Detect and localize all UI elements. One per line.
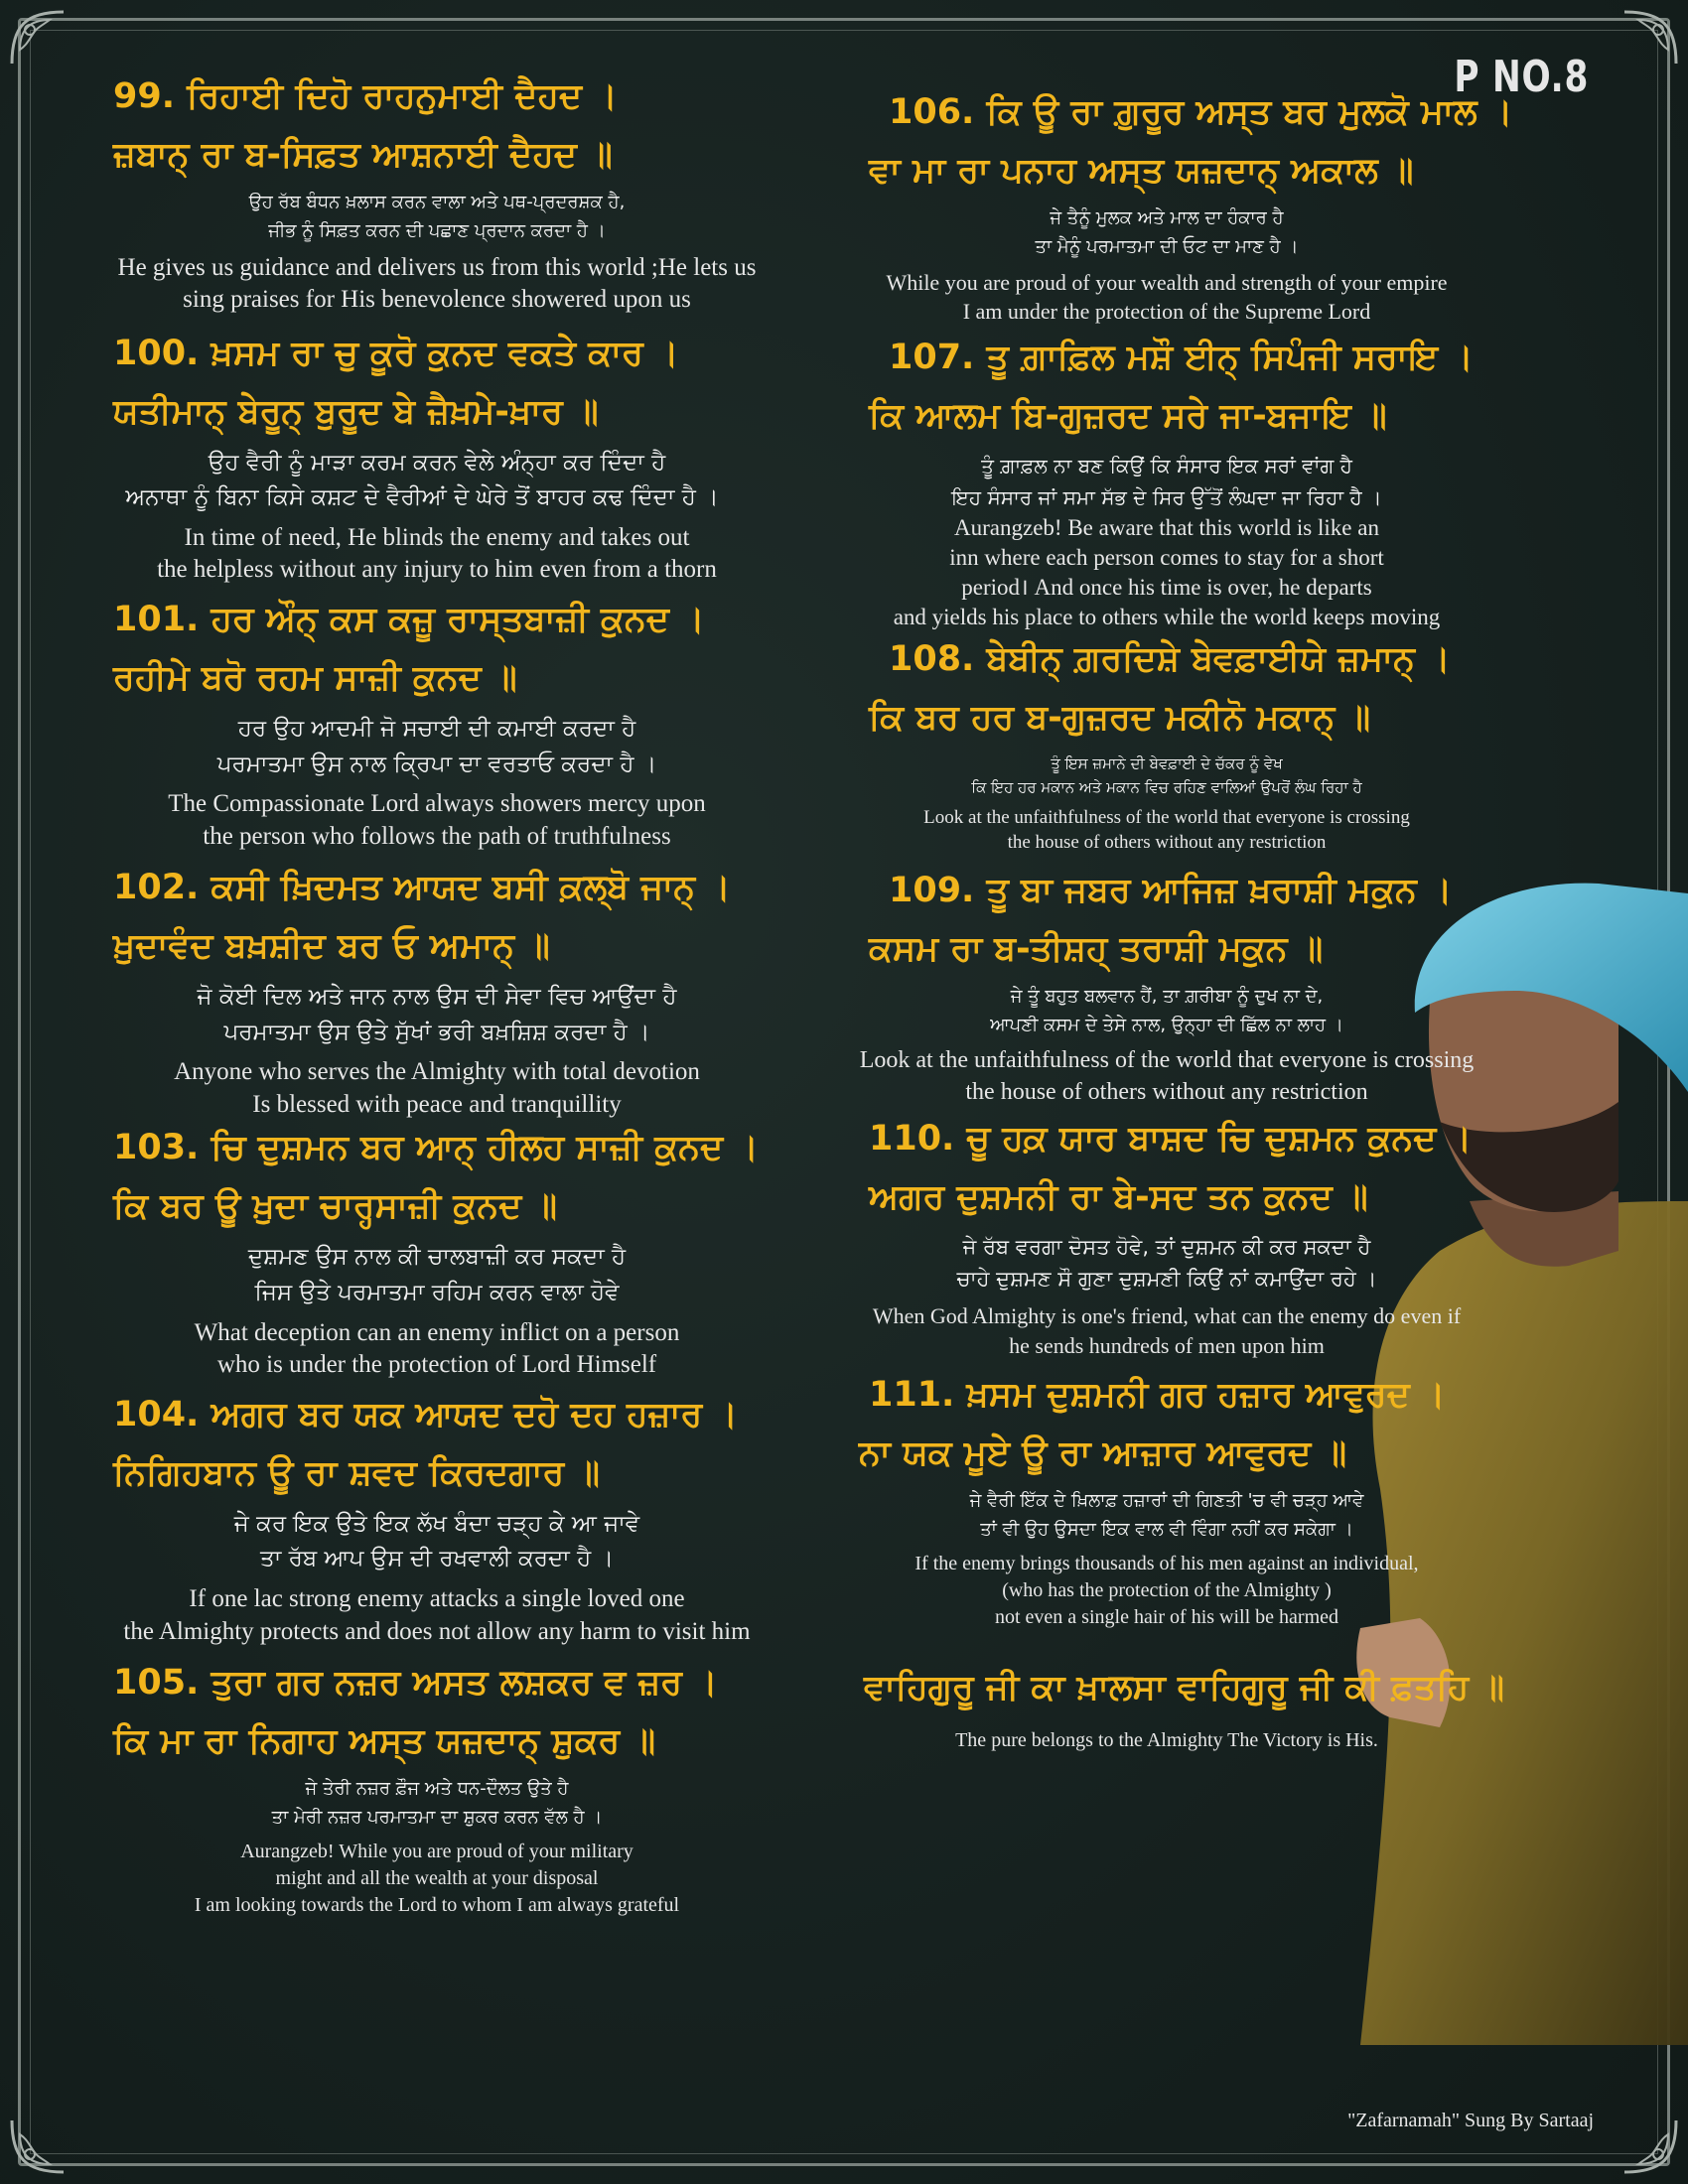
closing-english: The pure belongs to the Almighty The Victory is His. xyxy=(955,1728,1378,1751)
punjabi-translation: ਉਹ ਵੈਰੀ ਨੂੰ ਮਾੜਾ ਕਰਮ ਕਰਨ ਵੇਲੇ ਅੰਨ੍ਹਾ ਕਰ ਦਿੰਦਾ ਹੈ ਅਨਾਥਾ ਨੂੰ ਬਿਨਾ ਕਿਸੇ ਕਸ਼ਟ ਦੇ ਵੈਰੀਆਂ ਦੇ ਘੇਰੇ ਤੋਂ ਬਾਹਰ ਕਢ ਦਿੰਦਾ ਹੈ । xyxy=(125,449,719,511)
verse-line-2: ਕਸਮ ਰਾ ਬ-ਤੀਸ਼ਹ੍ ਤਰਾਸ਼ੀ ਮਕੁਨ ॥ xyxy=(869,928,1324,969)
punjabi-translation: ਜੇ ਕਰ ਇਕ ਉਤੇ ਇਕ ਲੱਖ ਬੰਦਾ ਚੜ੍ਹ ਕੇ ਆ ਜਾਵੇ ਤਾ ਰੱਬ ਆਪ ਉਸ ਦੀ ਰਖਵਾਲੀ ਕਰਦਾ ਹੈ । xyxy=(233,1510,640,1572)
verse-99 xyxy=(40,76,834,317)
corner-ornament-icon xyxy=(6,2115,70,2178)
verse-line-1: 104. ਅਗਰ ਬਰ ਯਕ ਆਯਦ ਦਹੋ ਦਹ ਹਜ਼ਾਰ । xyxy=(113,1394,738,1434)
verse-102 xyxy=(40,868,834,1121)
verse-100 xyxy=(40,333,834,587)
english-translation: He gives us guidance and delivers us from this world ;He lets us sing praises for His benevolence showered upon us xyxy=(117,253,757,314)
english-translation: If the enemy brings thousands of his men against an individual, (who has the protection of the Almighty ) not even a single hair of his will be harmed xyxy=(914,1552,1419,1628)
punjabi-translation: ਦੁਸ਼ਮਣ ਉਸ ਨਾਲ ਕੀ ਚਾਲਬਾਜ਼ੀ ਕਰ ਸਕਦਾ ਹੈ ਜਿਸ ਉਤੇ ਪਰਮਾਤਮਾ ਰਹਿਮ ਕਰਨ ਵਾਲਾ ਹੋਵੇ xyxy=(247,1244,627,1306)
verse-line-2: ਕਿ ਮਾ ਰਾ ਨਿਗਾਹ ਅਸ੍ਤ ਯਜ਼ਦਾਨ੍ ਸ਼ੁਕਰ ॥ xyxy=(113,1721,656,1761)
verse-line-2: ਜ਼ਬਾਨ੍ ਰਾ ਬ-ਸਿਫ਼ਤ ਆਸ਼ਨਾਈ ਦੈਹਦ ॥ xyxy=(113,135,613,175)
verse-line-1: 100. ਖ਼ਸਮ ਰਾ ਚੁ ਕੂਰੋ ਕੁਨਦ ਵਕਤੇ ਕਾਰ । xyxy=(113,333,679,373)
english-translation: The Compassionate Lord always showers mercy upon the person who follows the path of truthfulness xyxy=(168,790,706,850)
english-translation: In time of need, He blinds the enemy and takes out the helpless without any injury to him even from a thorn xyxy=(157,523,717,584)
english-translation: What deception can an enemy inflict on a person who is under the protection of Lord Himself xyxy=(194,1318,680,1379)
verse-line-2: ਨਾ ਯਕ ਮੂਏ ਊ ਰਾ ਆਜ਼ਾਰ ਆਵੁਰਦ ॥ xyxy=(859,1433,1347,1474)
english-translation: Aurangzeb! While you are proud of your military might and all the wealth at your disposal I am looking towards the Lord to whom I am always grateful xyxy=(194,1840,680,1916)
right-column xyxy=(784,92,1549,1754)
punjabi-translation: ਤੂੰ ਗ਼ਾਫ਼ਲ ਨਾ ਬਣ ਕਿਉਂ ਕਿ ਸੰਸਾਰ ਇਕ ਸਰਾਂ ਵਾਂਗ ਹੈ ਇਹ ਸੰਸਾਰ ਜਾਂ ਸਮਾ ਸੱਭ ਦੇ ਸਿਰ ਉੱਤੋਂ ਲੰਘਦਾ ਜਾ ਰਿਹਾ ਹੈ । xyxy=(951,453,1382,509)
closing-salutation xyxy=(784,1667,1549,1754)
punjabi-translation: ਜੇ ਤੈਨੂੰ ਮੁਲਕ ਅਤੇ ਮਾਲ ਦਾ ਹੰਕਾਰ ਹੈ ਤਾ ਮੈਨੂੰ ਪਰਮਾਤਮਾ ਦੀ ਓਟ ਦਾ ਮਾਣ ਹੈ । xyxy=(1035,207,1299,257)
verse-line-2: ਖ਼ੁਦਾਵੰਦ ਬਖ਼ਸ਼ੀਦ ਬਰ ਓ ਅਮਾਨ੍ ॥ xyxy=(113,926,550,967)
closing-line: ਵਾਹਿਗੁਰੂ ਜੀ ਕਾ ਖ਼ਾਲਸਾ ਵਾਹਿਗੁਰੂ ਜੀ ਕੀ ਫ਼ਤਹਿ ॥ xyxy=(864,1667,1504,1707)
verse-line-2: ਯਤੀਮਾਨ੍ ਬੇਰੂਨ੍ ਬੁਰੂਦ ਬੇ ਜ਼ੈਖ਼ਮੇ-ਖ਼ਾਰ ॥ xyxy=(113,391,599,432)
verse-line-2: ਵਾ ਮਾ ਰਾ ਪਨਾਹ ਅਸ੍ਤ ਯਜ਼ਦਾਨ੍ ਅਕਾਲ ॥ xyxy=(869,151,1414,191)
verse-line-1: 99. ਰਿਹਾਈ ਦਿਹੋ ਰਾਹਨੁਮਾਈ ਦੈਹਦ । xyxy=(113,76,618,116)
punjabi-translation: ਉਹ ਰੱਬ ਬੰਧਨ ਖ਼ਲਾਸ ਕਰਨ ਵਾਲਾ ਅਤੇ ਪਥ-ਪ੍ਰਦਰਸ਼ਕ ਹੈ, ਜੀਭ ਨੂੰ ਸਿਫ਼ਤ ਕਰਨ ਦੀ ਪਛਾਣ ਪ੍ਰਦਾਨ ਕਰਦਾ ਹੈ । xyxy=(248,192,626,241)
verse-line-1: 103. ਚਿ ਦੁਸ਼ਮਨ ਬਰ ਆਨ੍ ਹੀਲਹ ਸਾਜ਼ੀ ਕੁਨਦ । xyxy=(113,1128,759,1168)
page-number: P NO.8 xyxy=(1454,52,1589,102)
punjabi-translation: ਜੇ ਰੱਬ ਵਰਗਾ ਦੋਸਤ ਹੋਵੇ, ਤਾਂ ਦੁਸ਼ਮਨ ਕੀ ਕਰ ਸਕਦਾ ਹੈ ਚਾਹੇ ਦੁਸ਼ਮਣ ਸੌ ਗੁਣਾ ਦੁਸ਼ਮਣੀ ਕਿਉਂ ਨਾਂ ਕਮਾਉਂਦਾ ਰਹੇ । xyxy=(956,1234,1377,1292)
english-translation: Anyone who serves the Almighty with total devotion Is blessed with peace and tranquillity xyxy=(174,1058,700,1118)
english-translation: When God Almighty is one's friend, what can the enemy do even if he sends hundreds of men upon him xyxy=(872,1302,1462,1358)
punjabi-translation: ਜੇ ਤੂੰ ਬਹੁਤ ਬਲਵਾਨ ਹੈਂ, ਤਾ ਗ਼ਰੀਬਾ ਨੂੰ ਦੁਖ ਨਾ ਦੇ, ਆਪਣੀ ਕਸਮ ਦੇ ਤੇਸੇ ਨਾਲ, ਉਨ੍ਹਾ ਦੀ ਛਿੱਲ ਨਾ ਲਾਹ । xyxy=(990,985,1343,1035)
verse-110 xyxy=(784,1118,1549,1360)
song-credit: "Zafarnamah" Sung By Sartaaj xyxy=(1347,2110,1594,2131)
verse-line-1: 107. ਤੂ ਗ਼ਾਫ਼ਿਲ ਮਸ਼ੌ ਈਨ੍ ਸਿਪੰਜੀ ਸਰਾਇ । xyxy=(889,337,1474,377)
punjabi-translation: ਤੂੰ ਇਸ ਜ਼ਮਾਨੇ ਦੀ ਬੇਵਫ਼ਾਈ ਦੇ ਚੱਕਰ ਨੂੰ ਵੇਖ ਕਿ ਇਹ ਹਰ ਮਕਾਨ ਅਤੇ ਮਕਾਨ ਵਿਚ ਰਹਿਣ ਵਾਲਿਆਂ ਉਪਰੋਂ ਲੰਘ ਰਿਹਾ ਹੈ xyxy=(971,753,1362,796)
verse-line-1: 106. ਕਿ ਊ ਰਾ ਗ਼ੁਰੂਰ ਅਸ੍ਤ ਬਰ ਮੁਲਕੋ ਮਾਲ । xyxy=(889,92,1513,132)
punjabi-translation: ਜੇ ਤੇਰੀ ਨਜ਼ਰ ਫ਼ੌਜ ਅਤੇ ਧਨ-ਦੌਲਤ ਉਤੇ ਹੈ ਤਾ ਮੇਰੀ ਨਜ਼ਰ ਪਰਮਾਤਮਾ ਦਾ ਸ਼ੁਕਰ ਕਰਨ ਵੱਲ ਹੈ । xyxy=(271,1778,603,1828)
verse-line-1: 108. ਬੇਬੀਨ੍ ਗ਼ਰਦਿਸ਼ੇ ਬੇਵਫ਼ਾਈਯੇ ਜ਼ਮਾਨ੍ । xyxy=(889,638,1451,679)
verse-101 xyxy=(40,599,834,853)
punjabi-translation: ਜੋ ਕੋਈ ਦਿਲ ਅਤੇ ਜਾਨ ਨਾਲ ਉਸ ਦੀ ਸੇਵਾ ਵਿਚ ਆਉਂਦਾ ਹੈ ਪਰਮਾਤਮਾ ਉਸ ਉਤੇ ਸੁੱਖਾਂ ਭਰੀ ਬਖ਼ਸ਼ਿਸ਼ ਕਰਦਾ ਹੈ । xyxy=(197,984,677,1045)
verse-104 xyxy=(40,1394,834,1648)
verse-107 xyxy=(784,337,1549,632)
corner-ornament-icon xyxy=(1618,6,1682,69)
verse-line-1: 101. ਹਰ ਔਨ੍ ਕਸ ਕਜ਼ੂ ਰਾਸ੍ਤਬਾਜ਼ੀ ਕੁਨਦ । xyxy=(113,599,705,639)
verse-106 xyxy=(784,92,1549,327)
verse-108 xyxy=(784,638,1549,856)
verse-line-1: 111. ਖ਼ਸਮ ਦੁਸ਼ਮਨੀ ਗਰ ਹਜ਼ਾਰ ਆਵੁਰਦ । xyxy=(869,1375,1446,1416)
verse-line-2: ਨਿਗਿਹਬਾਨ ਊ ਰਾ ਸ਼ਵਦ ਕਿਰਦਗਾਰ ॥ xyxy=(113,1452,600,1493)
verse-line-1: 110. ਚੂ ਹਕ਼ ਯਾਰ ਬਾਸ਼ਦ ਚਿ ਦੁਸ਼ਮਨ ਕੁਨਦ । xyxy=(869,1118,1473,1159)
verse-105 xyxy=(40,1663,834,1919)
corner-ornament-icon xyxy=(6,6,70,69)
verse-line-1: 102. ਕਸੀ ਖ਼ਿਦਮਤ ਆਯਦ ਬਸੀ ਕ਼ਲ੍ਬੋ ਜਾਨ੍ । xyxy=(113,868,731,908)
verse-103 xyxy=(40,1128,834,1381)
verse-line-2: ਰਹੀਮੇ ਬਰੋ ਰਹਮ ਸਾਜ਼ੀ ਕੁਨਦ ॥ xyxy=(113,657,517,698)
punjabi-translation: ਜੇ ਵੈਰੀ ਇੱਕ ਦੇ ਖ਼ਿਲਾਫ਼ ਹਜ਼ਾਰਾਂ ਦੀ ਗਿਣਤੀ 'ਚ ਵੀ ਚੜ੍ਹ ਆਵੇ ਤਾਂ ਵੀ ਉਹ ਉਸਦਾ ਇਕ ਵਾਲ ਵੀ ਵਿੰਗਾ ਨਹੀਂ ਕਰ ਸਕੇਗਾ । xyxy=(969,1490,1364,1541)
verse-line-1: 109. ਤੂ ਬਾ ਜਬਰ ਆਜਿਜ਼ ਖ਼ਰਾਸ਼ੀ ਮਕੁਨ । xyxy=(889,870,1453,910)
corner-ornament-icon xyxy=(1618,2115,1682,2178)
verse-line-2: ਕਿ ਆਲਮ ਬਿ-ਗੁਜ਼ਰਦ ਸਰੇ ਜਾ-ਬਜਾਇ ॥ xyxy=(869,395,1387,436)
verse-line-2: ਕਿ ਬਰ ਹਰ ਬ-ਗੁਜ਼ਰਦ ਮਕੀਨੋ ਮਕਾਨ੍ ॥ xyxy=(869,697,1371,738)
english-translation: Aurangzeb! Be aware that this world is like an inn where each person comes to stay for a short period। And once his time is over, he departs and yields his place to others while the world keeps moving xyxy=(893,514,1441,629)
verse-line-2: ਕਿ ਬਰ ਊ ਖ਼ੁਦਾ ਚਾਰਹ੍ਸਾਜ਼ੀ ਕੁਨਦ ॥ xyxy=(113,1186,558,1227)
english-translation: Look at the unfaithfulness of the world that everyone is crossing the house of others without any restriction xyxy=(923,806,1410,854)
verse-line-1: 105. ਤੁਰਾ ਗਰ ਨਜ਼ਰ ਅਸਤ ਲਸ਼ਕਰ ਵ ਜ਼ਰ । xyxy=(113,1663,718,1703)
verse-line-2: ਅਗਰ ਦੁਸ਼ਮਨੀ ਰਾ ਬੇ-ਸਦ ਤਨ ਕੁਨਦ ॥ xyxy=(869,1176,1368,1217)
english-translation: If one lac strong enemy attacks a single loved one the Almighty protects and does not allow any harm to visit him xyxy=(123,1585,751,1645)
english-translation: While you are proud of your wealth and strength of your empire I am under the protection of the Supreme Lord xyxy=(886,269,1448,325)
english-translation: Look at the unfaithfulness of the world that everyone is crossing the house of others without any restriction xyxy=(859,1047,1475,1105)
verse-109 xyxy=(784,870,1549,1108)
left-column xyxy=(40,69,834,1919)
verse-111 xyxy=(784,1375,1549,1631)
punjabi-translation: ਹਰ ਉਹ ਆਦਮੀ ਜੋ ਸਚਾਈ ਦੀ ਕਮਾਈ ਕਰਦਾ ਹੈ ਪਰਮਾਤਮਾ ਉਸ ਨਾਲ ਕ੍ਰਿਪਾ ਦਾ ਵਰਤਾਓ ਕਰਦਾ ਹੈ । xyxy=(216,715,657,777)
